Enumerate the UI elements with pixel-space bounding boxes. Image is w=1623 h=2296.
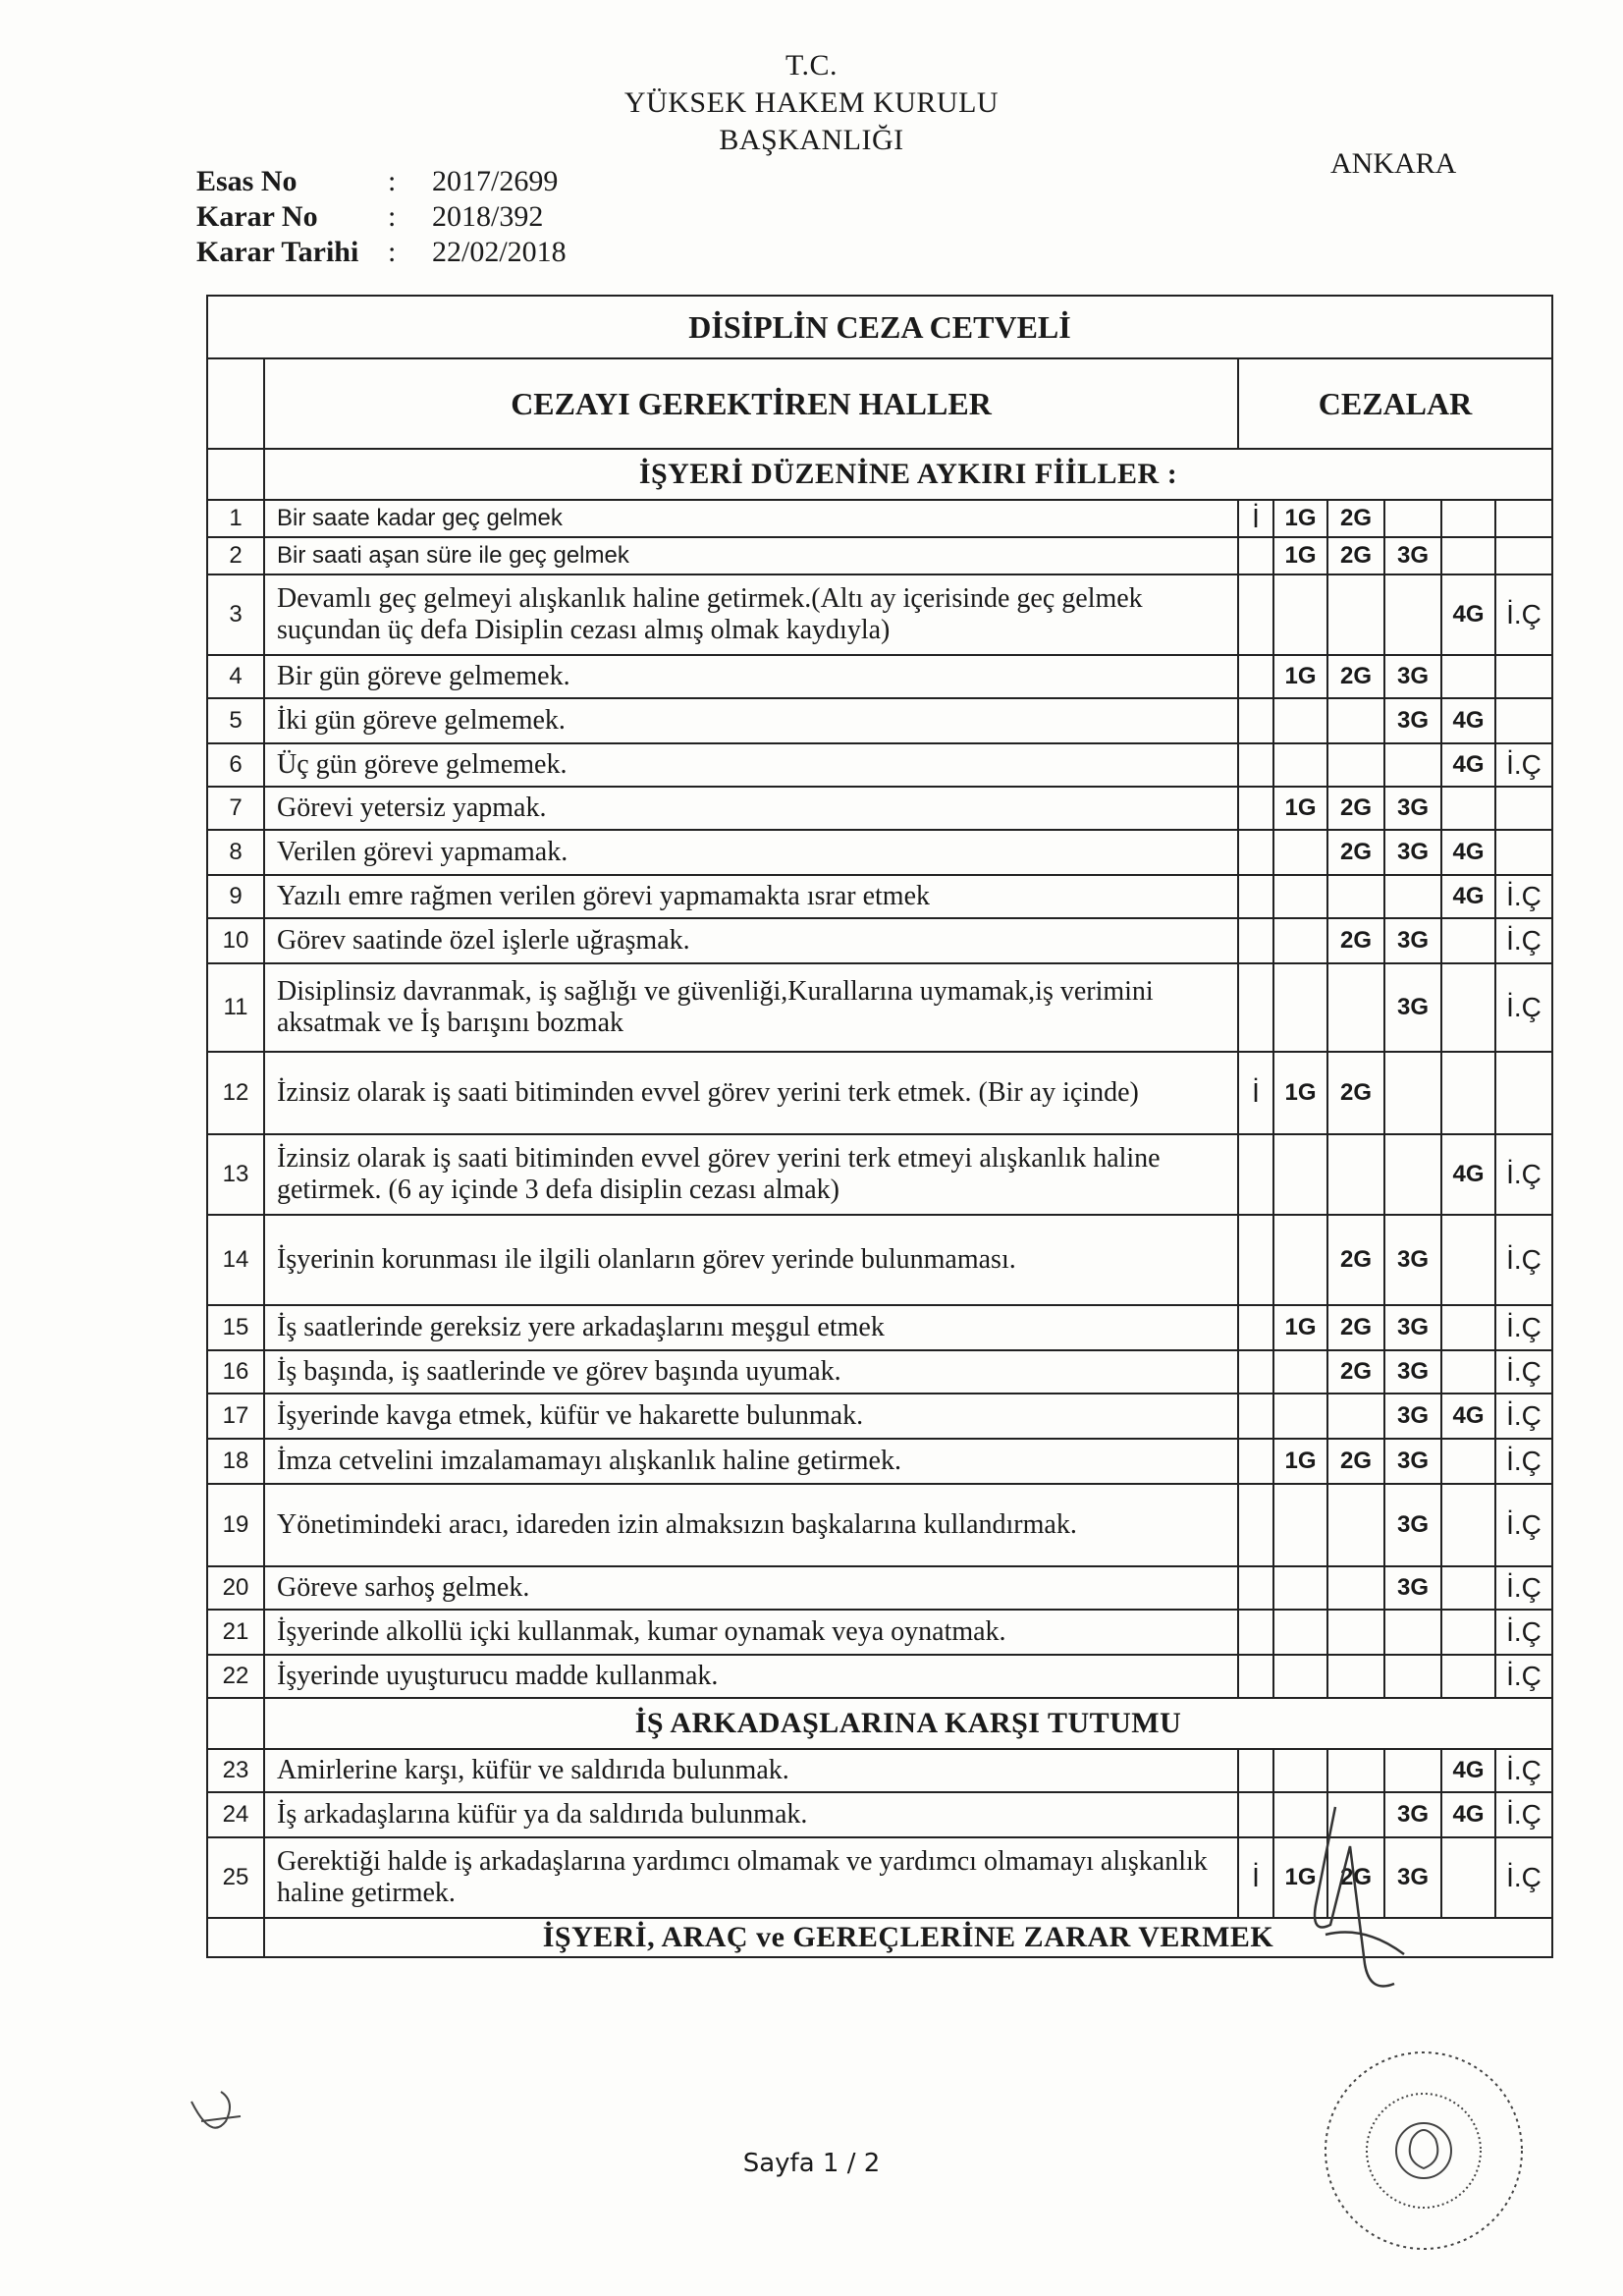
row-number: 4 xyxy=(207,655,264,698)
row-number: 24 xyxy=(207,1792,264,1837)
meta-value: 2017/2699 xyxy=(432,165,559,197)
penalty-cell: İ.Ç xyxy=(1495,1610,1552,1655)
penalty-cell xyxy=(1327,1134,1384,1215)
penalty-cell xyxy=(1238,1439,1273,1484)
penalty-cell xyxy=(1441,537,1495,574)
penalty-cell: 4G xyxy=(1441,1792,1495,1837)
penalty-cell: İ.Ç xyxy=(1495,1655,1552,1698)
penalty-cell: 4G xyxy=(1441,1749,1495,1792)
penalty-cell xyxy=(1238,830,1273,875)
penalty-cell: 2G xyxy=(1327,1215,1384,1305)
penalty-cell xyxy=(1238,1215,1273,1305)
penalty-cell: İ.Ç xyxy=(1495,875,1552,918)
table-row xyxy=(207,1134,1552,1215)
header-line-3: BAŞKANLIĞI xyxy=(719,124,904,156)
row-text: Bir saate kadar geç gelmek xyxy=(264,500,1238,537)
row-text: İş saatlerinde gereksiz yere arkadaşlarını meşgul etmek xyxy=(264,1305,1238,1350)
penalty-cell: 3G xyxy=(1384,1439,1441,1484)
penalty-cell xyxy=(1238,1610,1273,1655)
section-title: İŞYERİ, ARAÇ ve GEREÇLERİNE ZARAR VERMEK xyxy=(264,1918,1552,1957)
header-line-1: T.C. xyxy=(784,49,839,82)
penalty-cell xyxy=(1327,1610,1384,1655)
row-text: İmza cetvelini imzalamamayı alışkanlık haline getirmek. xyxy=(264,1439,1238,1484)
meta-sep: : xyxy=(388,236,397,268)
col-header-cases: CEZAYI GEREKTİREN HALLER xyxy=(264,358,1238,449)
penalty-cell: İ.Ç xyxy=(1495,1394,1552,1439)
penalty-cell xyxy=(1327,1749,1384,1792)
col-header-penalties: CEZALAR xyxy=(1238,358,1552,449)
penalty-cell xyxy=(1273,743,1327,787)
section-title: İŞYERİ DÜZENİNE AYKIRI FİİLLER : xyxy=(264,449,1552,500)
section-blank-cell xyxy=(207,1698,264,1749)
penalty-cell xyxy=(1238,537,1273,574)
penalty-cell xyxy=(1384,500,1441,537)
row-number: 14 xyxy=(207,1215,264,1305)
penalty-cell xyxy=(1273,963,1327,1052)
penalty-cell xyxy=(1441,1566,1495,1610)
city-label: ANKARA xyxy=(1330,147,1457,180)
penalty-cell xyxy=(1384,1749,1441,1792)
penalty-cell: 2G xyxy=(1327,1350,1384,1394)
penalty-cell: 2G xyxy=(1327,537,1384,574)
table-row xyxy=(207,1394,1552,1439)
row-text: Görevi yetersiz yapmak. xyxy=(264,787,1238,830)
penalty-cell xyxy=(1384,875,1441,918)
penalty-cell: 2G xyxy=(1327,1052,1384,1134)
penalty-cell xyxy=(1273,1610,1327,1655)
penalty-cell xyxy=(1273,698,1327,743)
row-number: 8 xyxy=(207,830,264,875)
penalty-cell xyxy=(1327,574,1384,655)
table-row xyxy=(207,1610,1552,1655)
penalty-cell: 1G xyxy=(1273,1439,1327,1484)
section-blank-cell xyxy=(207,449,264,500)
penalty-cell xyxy=(1495,655,1552,698)
penalty-cell xyxy=(1495,787,1552,830)
penalty-cell: İ.Ç xyxy=(1495,1134,1552,1215)
penalty-cell: 3G xyxy=(1384,1215,1441,1305)
penalty-cell: 4G xyxy=(1441,574,1495,655)
meta-block xyxy=(196,165,567,269)
penalty-cell: İ.Ç xyxy=(1495,1837,1552,1918)
penalty-cell: İ.Ç xyxy=(1495,1566,1552,1610)
penalty-cell: 3G xyxy=(1384,830,1441,875)
penalty-cell: 1G xyxy=(1273,1052,1327,1134)
penalty-cell xyxy=(1495,500,1552,537)
penalty-cell xyxy=(1238,1655,1273,1698)
penalty-cell: 1G xyxy=(1273,655,1327,698)
row-text: İşyerinde kavga etmek, küfür ve hakarette bulunmak. xyxy=(264,1394,1238,1439)
penalty-cell xyxy=(1441,655,1495,698)
row-text: İşyerinin korunması ile ilgili olanların görev yerinde bulunmaması. xyxy=(264,1215,1238,1305)
table-row xyxy=(207,743,1552,787)
penalty-cell xyxy=(1238,698,1273,743)
row-text: İş arkadaşlarına küfür ya da saldırıda bulunmak. xyxy=(264,1792,1238,1837)
penalty-cell: İ.Ç xyxy=(1495,963,1552,1052)
table-row xyxy=(207,1749,1552,1792)
row-number: 10 xyxy=(207,918,264,963)
penalty-cell xyxy=(1384,1052,1441,1134)
section-row xyxy=(207,449,1552,500)
meta-value: 2018/392 xyxy=(432,200,544,233)
penalty-cell: 3G xyxy=(1384,1305,1441,1350)
row-number: 23 xyxy=(207,1749,264,1792)
penalty-cell: 4G xyxy=(1441,743,1495,787)
table-row xyxy=(207,1439,1552,1484)
meta-sep: : xyxy=(388,200,397,233)
penalty-cell xyxy=(1273,1394,1327,1439)
penalty-cell: 1G xyxy=(1273,1305,1327,1350)
penalty-cell: 2G xyxy=(1327,1439,1384,1484)
row-number: 13 xyxy=(207,1134,264,1215)
penalty-cell xyxy=(1273,1215,1327,1305)
penalty-cell: 4G xyxy=(1441,1134,1495,1215)
penalty-cell xyxy=(1384,1134,1441,1215)
penalty-cell: 3G xyxy=(1384,1350,1441,1394)
official-stamp xyxy=(1286,2023,1581,2269)
row-number: 19 xyxy=(207,1484,264,1566)
penalty-cell: 1G xyxy=(1273,500,1327,537)
row-number: 17 xyxy=(207,1394,264,1439)
row-number: 12 xyxy=(207,1052,264,1134)
penalty-cell: İ.Ç xyxy=(1495,1484,1552,1566)
row-text: Verilen görevi yapmamak. xyxy=(264,830,1238,875)
penalty-cell: 2G xyxy=(1327,918,1384,963)
handwritten-mark xyxy=(182,2082,250,2151)
penalty-cell xyxy=(1238,743,1273,787)
table-row xyxy=(207,1052,1552,1134)
row-text: İzinsiz olarak iş saati bitiminden evvel görev yerini terk etmek. (Bir ay içinde) xyxy=(264,1052,1238,1134)
table-row xyxy=(207,787,1552,830)
row-number: 15 xyxy=(207,1305,264,1350)
header-blank-cell xyxy=(207,358,264,449)
penalty-cell: 1G xyxy=(1273,787,1327,830)
row-text: İşyerinde alkollü içki kullanmak, kumar oynamak veya oynatmak. xyxy=(264,1610,1238,1655)
penalty-cell: İ.Ç xyxy=(1495,743,1552,787)
penalty-cell xyxy=(1441,1215,1495,1305)
penalty-cell xyxy=(1238,963,1273,1052)
penalty-cell: 1G xyxy=(1273,1837,1327,1918)
page-number: Sayfa 1 / 2 xyxy=(742,2149,881,2178)
penalty-cell: 2G xyxy=(1327,655,1384,698)
table-row xyxy=(207,963,1552,1052)
penalty-cell: 3G xyxy=(1384,963,1441,1052)
handwritten-signature xyxy=(1276,1787,1434,2043)
penalty-cell: İ.Ç xyxy=(1495,1350,1552,1394)
penalty-cell xyxy=(1495,1052,1552,1134)
row-text: Amirlerine karşı, küfür ve saldırıda bulunmak. xyxy=(264,1749,1238,1792)
penalty-cell xyxy=(1238,574,1273,655)
penalty-cell: 2G xyxy=(1327,500,1384,537)
penalty-cell: 3G xyxy=(1384,1837,1441,1918)
row-text: Gerektiği halde iş arkadaşlarına yardımcı olmamak ve yardımcı olmamayı alışkanlık haline getirmek. xyxy=(264,1837,1238,1918)
row-text: Yazılı emre rağmen verilen görevi yapmamakta ısrar etmek xyxy=(264,875,1238,918)
penalty-cell: 3G xyxy=(1384,698,1441,743)
row-number: 21 xyxy=(207,1610,264,1655)
penalty-cell: İ.Ç xyxy=(1495,1439,1552,1484)
section-row xyxy=(207,1698,1552,1749)
penalty-cell xyxy=(1327,1655,1384,1698)
meta-sep: : xyxy=(388,165,397,197)
penalty-cell xyxy=(1238,1394,1273,1439)
row-text: Yönetimindeki aracı, idareden izin almaksızın başkalarına kullandırmak. xyxy=(264,1484,1238,1566)
table-row xyxy=(207,830,1552,875)
row-text: Görev saatinde özel işlerle uğraşmak. xyxy=(264,918,1238,963)
penalty-cell: 3G xyxy=(1384,787,1441,830)
table-row xyxy=(207,1305,1552,1350)
penalty-cell xyxy=(1384,743,1441,787)
penalty-cell xyxy=(1238,918,1273,963)
row-number: 25 xyxy=(207,1837,264,1918)
penalty-cell: 3G xyxy=(1384,1394,1441,1439)
penalty-cell: İ xyxy=(1238,1052,1273,1134)
row-number: 6 xyxy=(207,743,264,787)
penalty-cell xyxy=(1273,1134,1327,1215)
penalty-cell: 4G xyxy=(1441,830,1495,875)
penalty-cell xyxy=(1273,1749,1327,1792)
penalty-cell xyxy=(1238,875,1273,918)
table-title: DİSİPLİN CEZA CETVELİ xyxy=(207,296,1552,358)
meta-tarih xyxy=(196,236,567,269)
penalty-cell xyxy=(1441,963,1495,1052)
table-row xyxy=(207,1350,1552,1394)
penalty-cell: İ.Ç xyxy=(1495,574,1552,655)
row-number: 9 xyxy=(207,875,264,918)
penalty-cell xyxy=(1495,830,1552,875)
penalty-cell xyxy=(1441,1837,1495,1918)
table-row xyxy=(207,1655,1552,1698)
penalty-cell: 2G xyxy=(1327,787,1384,830)
penalty-cell xyxy=(1384,1655,1441,1698)
penalty-cell: İ.Ç xyxy=(1495,1792,1552,1837)
table-row xyxy=(207,875,1552,918)
penalty-cell xyxy=(1273,830,1327,875)
table-row xyxy=(207,655,1552,698)
penalty-cell xyxy=(1273,1566,1327,1610)
table-row xyxy=(207,698,1552,743)
penalty-cell: 2G xyxy=(1327,1837,1384,1918)
penalty-cell xyxy=(1441,1655,1495,1698)
table-row xyxy=(207,1566,1552,1610)
table-row xyxy=(207,500,1552,537)
penalty-cell xyxy=(1273,1350,1327,1394)
penalty-cell xyxy=(1327,875,1384,918)
row-text: İzinsiz olarak iş saati bitiminden evvel görev yerini terk etmeyi alışkanlık haline getirmek. (6 ay içinde 3 defa disiplin cezası almak) xyxy=(264,1134,1238,1215)
row-text: İşyerinde uyuşturucu madde kullanmak. xyxy=(264,1655,1238,1698)
row-number: 18 xyxy=(207,1439,264,1484)
penalty-cell xyxy=(1238,1566,1273,1610)
table-row xyxy=(207,574,1552,655)
penalty-cell xyxy=(1327,698,1384,743)
meta-karar xyxy=(196,200,567,234)
penalty-cell xyxy=(1441,787,1495,830)
table-row xyxy=(207,918,1552,963)
penalty-cell xyxy=(1238,1305,1273,1350)
penalty-cell xyxy=(1441,1052,1495,1134)
penalty-cell xyxy=(1273,574,1327,655)
penalty-cell xyxy=(1384,574,1441,655)
penalty-cell xyxy=(1327,743,1384,787)
meta-esas xyxy=(196,165,567,198)
penalty-cell xyxy=(1441,1610,1495,1655)
meta-label: Karar No xyxy=(196,200,318,233)
row-text: İki gün göreve gelmemek. xyxy=(264,698,1238,743)
penalty-cell: İ xyxy=(1238,500,1273,537)
penalty-cell: İ xyxy=(1238,1837,1273,1918)
penalty-cell xyxy=(1441,1305,1495,1350)
row-text: Üç gün göreve gelmemek. xyxy=(264,743,1238,787)
row-number: 3 xyxy=(207,574,264,655)
row-text: Bir gün göreve gelmemek. xyxy=(264,655,1238,698)
penalty-cell: 3G xyxy=(1384,655,1441,698)
section-title: İŞ ARKADAŞLARINA KARŞI TUTUMU xyxy=(264,1698,1552,1749)
penalty-cell xyxy=(1384,1610,1441,1655)
penalty-table xyxy=(206,295,1553,1958)
penalty-cell xyxy=(1238,1749,1273,1792)
penalty-cell xyxy=(1273,875,1327,918)
row-text: Göreve sarhoş gelmek. xyxy=(264,1566,1238,1610)
penalty-cell xyxy=(1441,1350,1495,1394)
penalty-cell xyxy=(1327,963,1384,1052)
row-number: 1 xyxy=(207,500,264,537)
meta-label: Esas No xyxy=(196,165,298,197)
penalty-cell xyxy=(1238,1484,1273,1566)
penalty-cell xyxy=(1495,537,1552,574)
penalty-cell xyxy=(1238,1350,1273,1394)
penalty-cell: 4G xyxy=(1441,698,1495,743)
table-row xyxy=(207,537,1552,574)
row-number: 22 xyxy=(207,1655,264,1698)
penalty-cell: 2G xyxy=(1327,1305,1384,1350)
penalty-cell xyxy=(1441,1484,1495,1566)
row-number: 11 xyxy=(207,963,264,1052)
penalty-cell xyxy=(1273,918,1327,963)
penalty-cell: 3G xyxy=(1384,1484,1441,1566)
penalty-cell xyxy=(1238,1792,1273,1837)
penalty-cell: İ.Ç xyxy=(1495,1749,1552,1792)
penalty-cell xyxy=(1441,1439,1495,1484)
penalty-cell: İ.Ç xyxy=(1495,1215,1552,1305)
penalty-cell: 3G xyxy=(1384,1566,1441,1610)
penalty-cell xyxy=(1238,655,1273,698)
penalty-cell: İ.Ç xyxy=(1495,918,1552,963)
penalty-cell: 3G xyxy=(1384,537,1441,574)
penalty-cell xyxy=(1441,918,1495,963)
penalty-cell: 4G xyxy=(1441,875,1495,918)
meta-label: Karar Tarihi xyxy=(196,236,359,268)
penalty-cell: 2G xyxy=(1327,830,1384,875)
row-number: 20 xyxy=(207,1566,264,1610)
penalty-cell: İ.Ç xyxy=(1495,1305,1552,1350)
penalty-cell xyxy=(1238,787,1273,830)
penalty-cell xyxy=(1273,1484,1327,1566)
penalty-cell xyxy=(1327,1566,1384,1610)
table-row xyxy=(207,1215,1552,1305)
penalty-cell xyxy=(1238,1134,1273,1215)
row-number: 7 xyxy=(207,787,264,830)
table-row xyxy=(207,1484,1552,1566)
penalty-cell: 4G xyxy=(1441,1394,1495,1439)
penalty-cell xyxy=(1273,1655,1327,1698)
row-text: Bir saati aşan süre ile geç gelmek xyxy=(264,537,1238,574)
penalty-cell xyxy=(1441,500,1495,537)
row-number: 5 xyxy=(207,698,264,743)
penalty-cell xyxy=(1327,1484,1384,1566)
penalty-cell: 3G xyxy=(1384,918,1441,963)
penalty-cell: 3G xyxy=(1384,1792,1441,1837)
header-line-2: YÜKSEK HAKEM KURULU xyxy=(623,86,1000,119)
penalty-cell: 1G xyxy=(1273,537,1327,574)
penalty-cell xyxy=(1327,1394,1384,1439)
meta-value: 22/02/2018 xyxy=(432,236,567,268)
row-text: Disiplinsiz davranmak, iş sağlığı ve güvenliği,Kurallarına uymamak,iş verimini aksatmak ve İş barışını bozmak xyxy=(264,963,1238,1052)
penalty-cell xyxy=(1495,698,1552,743)
row-number: 16 xyxy=(207,1350,264,1394)
row-text: İş başında, iş saatlerinde ve görev başında uyumak. xyxy=(264,1350,1238,1394)
row-text: Devamlı geç gelmeyi alışkanlık haline getirmek.(Altı ay içerisinde geç gelmek suçundan üç defa Disiplin cezası almış olmak kaydıyla) xyxy=(264,574,1238,655)
section-blank-cell xyxy=(207,1918,264,1957)
row-number: 2 xyxy=(207,537,264,574)
